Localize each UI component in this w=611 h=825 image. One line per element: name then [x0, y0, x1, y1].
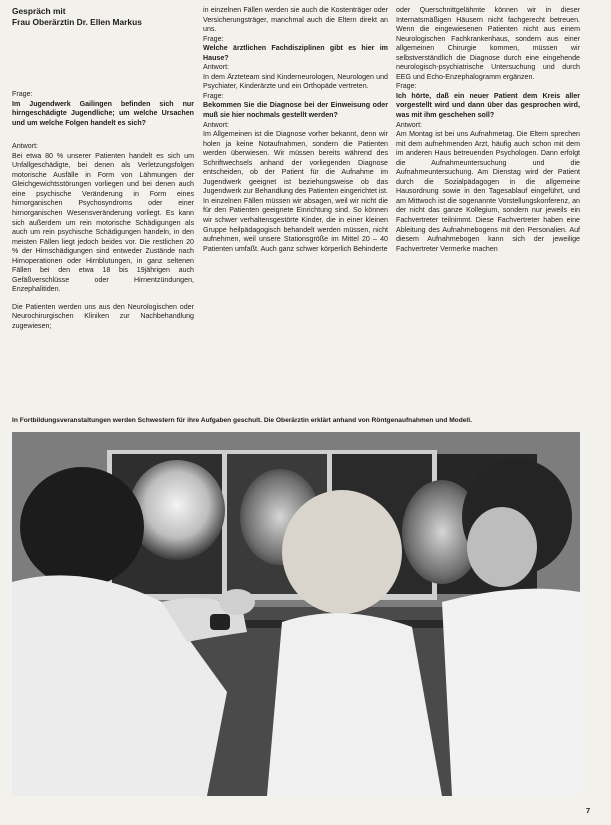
answer-label: Antwort: [203, 63, 230, 72]
question-label: Frage: [203, 91, 224, 100]
question-text: Welche ärztlichen Fachdisziplinen gibt es hier im Hause? [203, 44, 388, 62]
answer-text: In dem Ärzteteam sind Kinderneurologen, Neurologen und Psychiater, Kinderärzte und ein Orthopäde vertreten. [203, 72, 388, 91]
answer-label: Antwort: [12, 142, 39, 151]
article-column-3 [396, 6, 580, 404]
article-title-line2: Frau Oberärztin Dr. Ellen Markus [12, 17, 142, 27]
answer-text: Im Allgemeinen ist die Diagnose vorher bekannt, denn wir holen ja keine Notaufnahmen, sondern die Patienten werden überwiesen. Wir müssen bereits während des Schriftwechsels anhand der vorliegenden Diagnose entscheiden, ob der Patient für die Aufnahme im Jugendwerk geeignet ist beziehungsweise ob das Jugendwerk zur Behandlung des Patienten eingerichtet ist. In einzelnen Fällen müssen wir absagen, weil wir nicht die für den Patienten geeignete Einrichtung sind. So können wir schwer verhaltensgestörte Kinder, die in einer kleinen Gruppe heilpädagogisch behandelt werden müssen, nicht aufnehmen, weil unsere Stationsgröße im Mittel 20 – 40 Patienten umfaßt. Auch ganz schwer körperlich Behinderte [203, 130, 388, 253]
article-column-2 [203, 6, 388, 404]
question-text: Ich hörte, daß ein neuer Patient dem Kreis aller vorgestellt wird und dann über das gesprochen wird, was mit ihm geschehen soll? [396, 91, 580, 120]
answer-label: Antwort: [396, 120, 423, 129]
answer-text: oder Querschnittgelähmte können wir in dieser Internatsmäßigen Häusern nicht fachgerecht betreuen. Wenn die eingewiesenen Patienten nicht aus einem Neurologischen Fachkrankenhaus, sondern aus einer allgemeinen Chirurgie kommen, müssen wir selbstverständlich die Diagnose durch eine eingehende neurologisch-psychiatrische Untersuchung und durch EEG und Echo-Enzephalogramm ergänzen. [396, 6, 580, 81]
question-text: Bekommen Sie die Diagnose bei der Einweisung oder muß sie hier nochmals gestellt werden? [203, 101, 388, 120]
answer-label: Antwort: [203, 120, 230, 129]
question-label: Frage: [203, 34, 224, 43]
answer-text: in einzelnen Fällen werden sie auch die Kostenträger oder Versicherungsträger, manchmal auch die Eltern direkt an uns. [203, 6, 388, 34]
question-text: Im Jugendwerk Gailingen befinden sich nur hirngeschädigte Jugendliche; um welche Ursachen und um welche Folgen handelt es sich? [12, 99, 194, 127]
answer-text: Bei etwa 80 % unserer Patienten handelt es sich um Unfallgeschädigte, bei denen als Verletzungsfolgen motorische Ausfälle in Form von Lähmungen der Gleichgewichtsstörungen vorliegen und bei denen auch eine psychische Veränderung in Form eines hirnorganischen Psychosyndroms oder einer hirnorganischen Wesensveränderung vorliegt. Es kann sich außerdem um rein motorische Schädigungen als auch um rein psychische Schädigungen handeln, in den meisten Fällen liegt jedoch beides vor. Die restlichen 20 % der Hirnschädigungen sind entweder Zustände nach Hirnoperationen oder Hirnblutungen, in ganz seltenen Fällen bei den etwa 18 bis 19jährigen auch Gefäßverschlüsse oder Hirnentzündungen, Enzephalitiden. [12, 151, 194, 294]
article-column-1 [12, 6, 194, 420]
answer-text: Am Montag ist bei uns Aufnahmetag. Die Eltern sprechen mit dem aufnehmenden Arzt, häufig auch schon mit dem im anderen Haus betreuenden Psychologen. Dann erfolgt die Aufnahmeuntersuchung und die Aufnahmeuntersuchung. Am Dienstag wird der Patient durch die Sozialpädagogen in die allgemeine Hausordnung sowie in den Tagesablauf eingeführt, und am Mittwoch ist die sogenannte Vorstellungskonferenz, an der nicht das ganze Kollegium, sondern nur jeweils ein Fachvertreter teilnimmt. Diese Fachvertreter haben eine Ableitung des Aufnahmebogens mit den Personalien. Auf diesem Aufnahmebogen kann sich der jeweilige Fachvertreter Vermerke machen [396, 130, 580, 253]
photograph [12, 432, 580, 796]
article-title-line1: Gespräch mit [12, 6, 66, 16]
question-label: Frage: [396, 82, 417, 91]
page-number: 7 [586, 806, 591, 815]
photo-caption: In Fortbildungsveranstaltungen werden Schwestern für ihre Aufgaben geschult. Die Oberärztin erklärt anhand von Röntgenaufnahmen und Modell. [12, 417, 472, 424]
photo-illustration [12, 432, 580, 796]
question-label: Frage: [12, 90, 33, 98]
answer-text: Die Patienten werden uns aus den Neurologischen oder Neurochirurgischen Kliniken zur Nachbehandlung zugewiesen; [12, 302, 194, 331]
